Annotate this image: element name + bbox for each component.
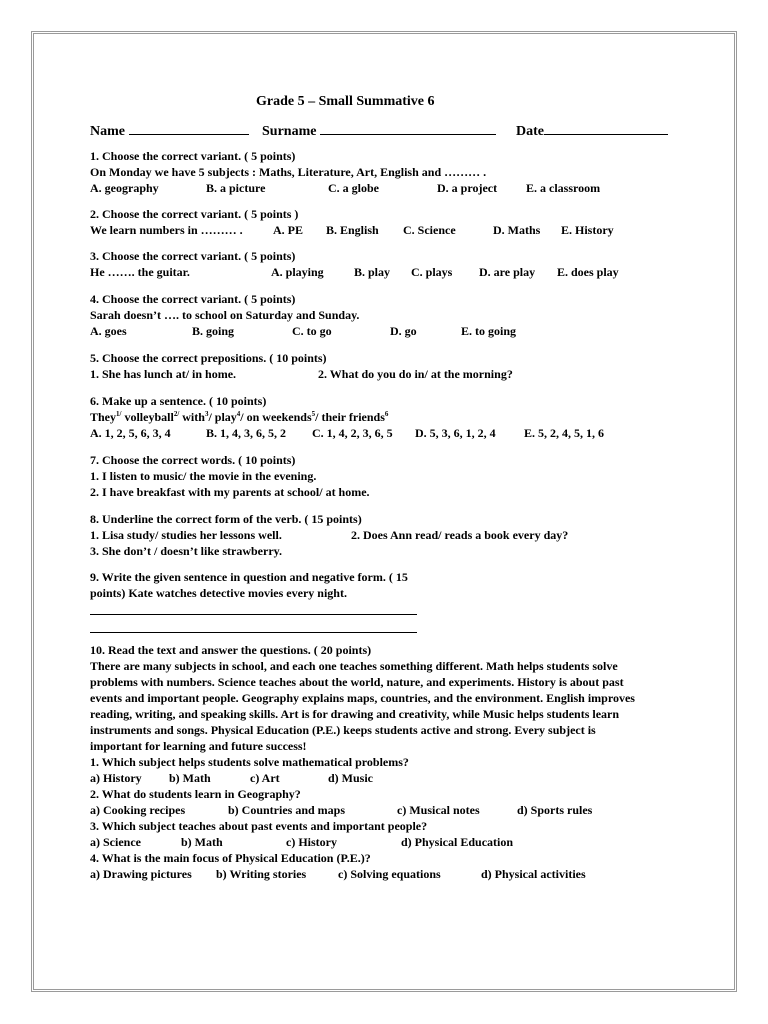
option[interactable]: B. play [354, 265, 391, 279]
surname-label: Surname [262, 121, 496, 141]
question-text: We learn numbers in ……… . [90, 223, 243, 237]
question-heading: 10. Read the text and answer the questions. ( 20 points) [90, 643, 372, 657]
option[interactable]: D. are play [479, 265, 536, 279]
question-9 [90, 569, 680, 601]
list-item: 2. Does Ann read/ reads a book every day? [351, 528, 569, 542]
options-row [90, 323, 680, 339]
question-6 [90, 393, 680, 441]
question-10 [90, 642, 680, 882]
question-heading: 2. Choose the correct variant. ( 5 points ) [90, 207, 299, 221]
items-row [90, 366, 680, 382]
options-row [90, 222, 680, 238]
question-heading: 5. Choose the correct prepositions. ( 10 points) [90, 351, 327, 365]
list-item: 2. I have breakfast with my parents at school/ at home. [90, 485, 370, 499]
question-heading: 6. Make up a sentence. ( 10 points) [90, 394, 267, 408]
option[interactable]: d) Music [328, 771, 373, 785]
options-row [90, 834, 680, 850]
option[interactable]: b) Countries and maps [228, 803, 346, 817]
option[interactable]: A. goes [90, 324, 127, 338]
option[interactable]: a) Drawing pictures [90, 867, 192, 881]
passage-line: There are many subjects in school, and each one teaches something different. Math helps students solve [90, 659, 618, 673]
option[interactable]: B. English [326, 223, 379, 237]
passage-line: problems with numbers. Science teaches about the world, nature, and experiments. History is about past [90, 675, 624, 689]
option[interactable]: A. 1, 2, 5, 6, 3, 4 [90, 426, 171, 440]
option[interactable]: c) Solving equations [338, 867, 441, 881]
option[interactable]: b) Math [169, 771, 211, 785]
option[interactable]: d) Sports rules [517, 803, 593, 817]
question-heading: 8. Underline the correct form of the verb. ( 15 points) [90, 512, 362, 526]
question-8 [90, 511, 680, 559]
question-heading: 3. Choose the correct variant. ( 5 points) [90, 249, 296, 263]
name-label: Name [90, 121, 249, 141]
name-field[interactable] [129, 121, 249, 135]
option[interactable]: B. a picture [206, 181, 266, 195]
option[interactable]: D. go [390, 324, 417, 338]
question-text: Sarah doesn’t …. to school on Saturday and Sunday. [90, 308, 360, 322]
option[interactable]: A. geography [90, 181, 159, 195]
list-item: 1. Lisa study/ studies her lessons well. [90, 528, 282, 542]
answer-line-1[interactable] [90, 614, 417, 615]
option[interactable]: d) Physical Education [401, 835, 514, 849]
option[interactable]: C. a globe [328, 181, 379, 195]
list-item: 1. She has lunch at/ in home. [90, 367, 237, 381]
answer-line-2[interactable] [90, 632, 417, 633]
option[interactable]: a) History [90, 771, 142, 785]
option[interactable]: D. 5, 3, 6, 1, 2, 4 [415, 426, 496, 440]
question-1 [90, 148, 680, 196]
list-item: 2. What do you do in/ at the morning? [318, 367, 513, 381]
passage-line: events and important people. Geography explains maps, countries, and the environment. English improves [90, 691, 635, 705]
question-heading: 4. Choose the correct variant. ( 5 points) [90, 292, 296, 306]
sub-question: 3. Which subject teaches about past events and important people? [90, 819, 428, 833]
passage-line: reading, writing, and speaking skills. Art is for drawing and creativity, while Music helps students learn [90, 707, 620, 721]
option[interactable]: D. a project [437, 181, 498, 195]
question-heading: 1. Choose the correct variant. ( 5 points) [90, 149, 296, 163]
option[interactable]: c) History [286, 835, 337, 849]
question-4 [90, 291, 680, 339]
question-7 [90, 452, 680, 500]
options-row [90, 264, 680, 280]
page-title: Grade 5 – Small Summative 6 [256, 94, 435, 109]
options-row [90, 425, 680, 441]
list-item: 3. She don’t / doesn’t like strawberry. [90, 544, 282, 558]
option[interactable]: B. going [192, 324, 235, 338]
option[interactable]: a) Cooking recipes [90, 803, 186, 817]
passage-line: important for learning and future success! [90, 739, 307, 753]
date-field[interactable] [544, 121, 668, 135]
question-5 [90, 350, 680, 382]
question-text: He ……. the guitar. [90, 265, 190, 279]
question-heading: 7. Choose the correct words. ( 10 points) [90, 453, 296, 467]
option[interactable]: b) Math [181, 835, 223, 849]
option[interactable]: E. does play [557, 265, 619, 279]
sub-question: 4. What is the main focus of Physical Education (P.E.)? [90, 851, 371, 865]
option[interactable]: a) Science [90, 835, 141, 849]
option[interactable]: E. History [561, 223, 614, 237]
question-3 [90, 248, 680, 280]
surname-field[interactable] [320, 121, 496, 135]
option[interactable]: B. 1, 4, 3, 6, 5, 2 [206, 426, 287, 440]
question-text: On Monday we have 5 subjects : Maths, Literature, Art, English and ……… . [90, 165, 487, 179]
option[interactable]: A. PE [273, 223, 303, 237]
options-row [90, 866, 680, 882]
option[interactable]: c) Musical notes [397, 803, 480, 817]
option[interactable]: C. to go [292, 324, 332, 338]
question-2 [90, 206, 680, 238]
sub-question: 2. What do students learn in Geography? [90, 787, 301, 801]
question-text: points) Kate watches detective movies every night. [90, 586, 347, 600]
passage-line: instruments and songs. Physical Education (P.E.) keeps students active and strong. Every subject is [90, 723, 596, 737]
items-row [90, 527, 680, 543]
option[interactable]: C. Science [403, 223, 456, 237]
option[interactable]: E. a classroom [526, 181, 601, 195]
options-row [90, 180, 680, 196]
option[interactable]: E. to going [461, 324, 517, 338]
option[interactable]: b) Writing stories [216, 867, 307, 881]
question-heading: 9. Write the given sentence in question and negative form. ( 15 [90, 570, 408, 584]
date-label: Date [516, 121, 668, 141]
sub-question: 1. Which subject helps students solve mathematical problems? [90, 755, 409, 769]
option[interactable]: C. plays [411, 265, 453, 279]
scrambled-words: They$^{1/}$ volleyball$^{2/}$ with$^3$/ play$^4$/ on weekends$^5$/ their friends$^6$ [90, 410, 389, 424]
option[interactable]: d) Physical activities [481, 867, 586, 881]
option[interactable]: c) Art [250, 771, 280, 785]
option[interactable]: A. playing [271, 265, 324, 279]
reading-passage [90, 658, 660, 754]
options-row [90, 770, 680, 786]
options-row [90, 802, 680, 818]
option[interactable]: E. 5, 2, 4, 5, 1, 6 [524, 426, 605, 440]
option[interactable]: D. Maths [493, 223, 541, 237]
list-item: 1. I listen to music/ the movie in the evening. [90, 469, 317, 483]
option[interactable]: C. 1, 4, 2, 3, 6, 5 [312, 426, 393, 440]
